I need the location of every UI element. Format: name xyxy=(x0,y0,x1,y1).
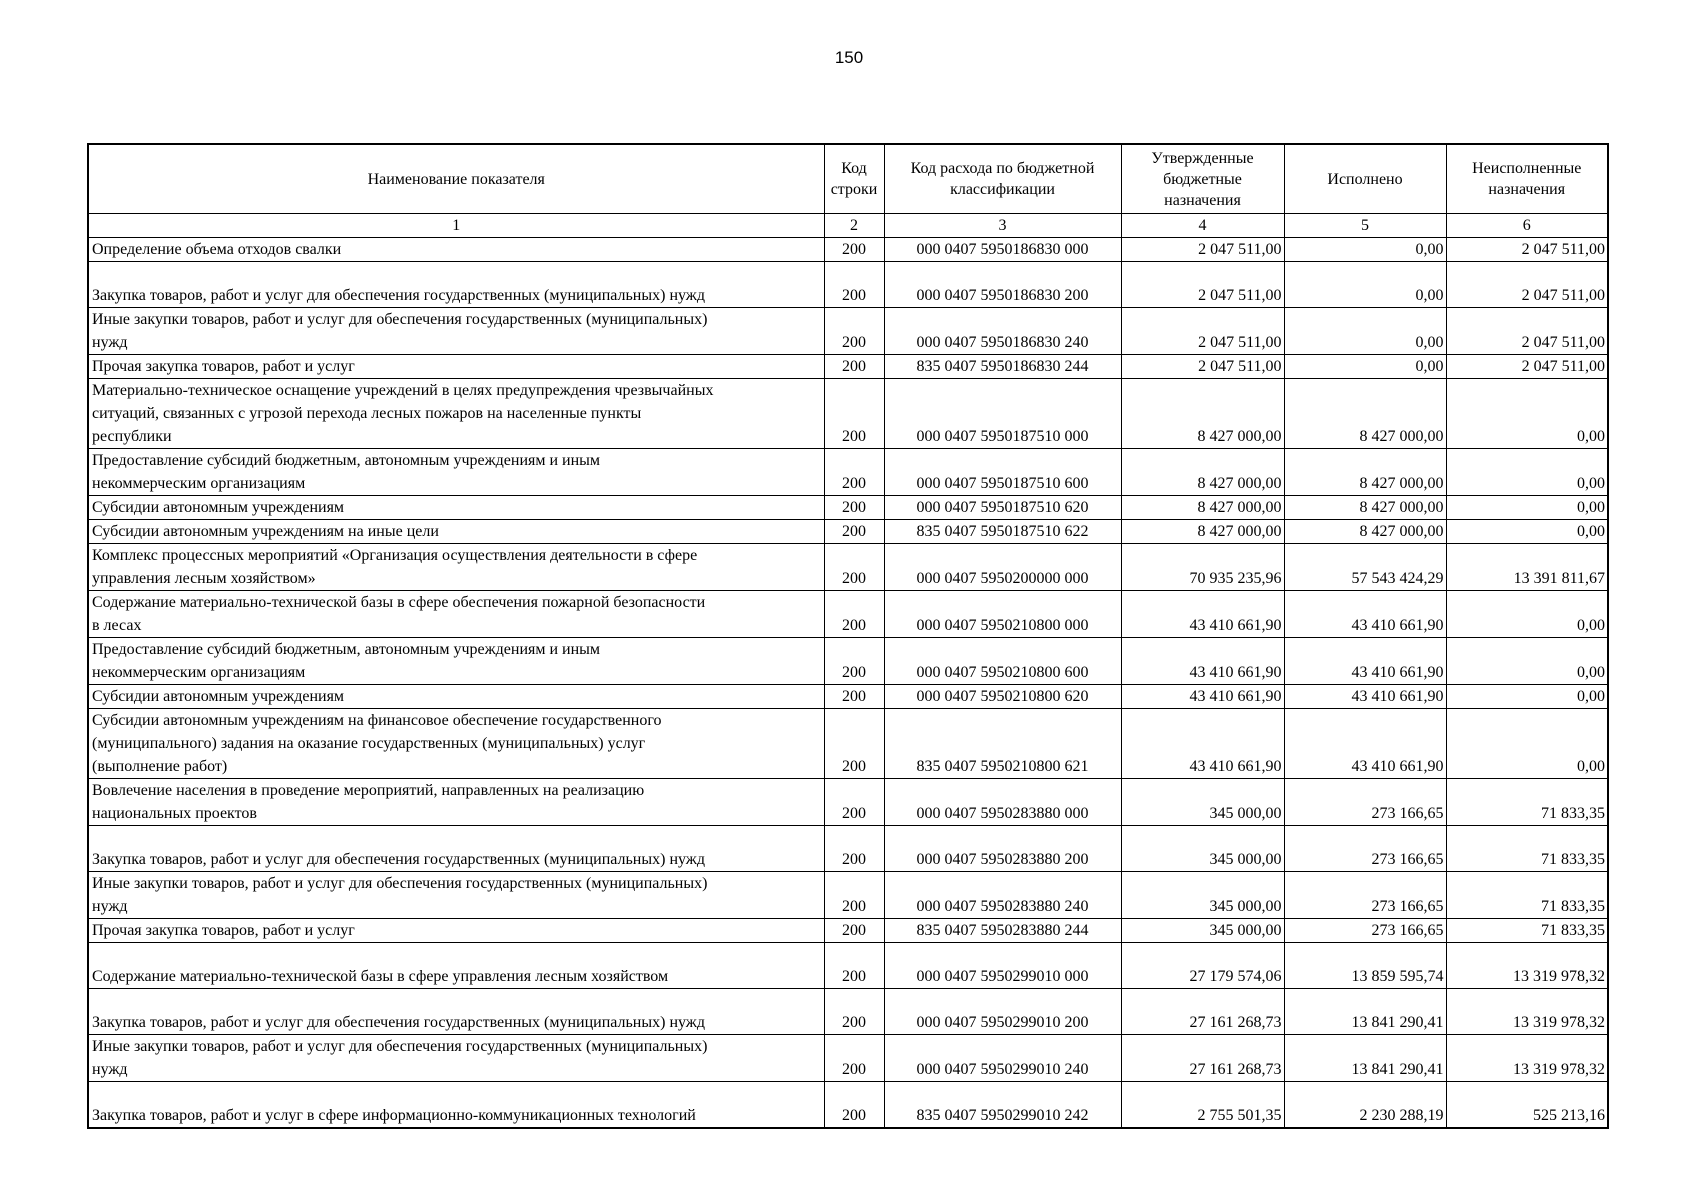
unexecuted-amount-cell: 2 047 511,00 xyxy=(1446,308,1608,355)
indicator-name-cell: Субсидии автономным учреждениям xyxy=(88,685,824,709)
indicator-name-cell: Иные закупки товаров, работ и услуг для обеспечения государственных (муниципальных) нужд xyxy=(88,872,824,919)
table-row xyxy=(88,943,1608,989)
line-code-cell: 200 xyxy=(824,1035,884,1082)
unexecuted-amount-cell: 71 833,35 xyxy=(1446,919,1608,943)
unexecuted-amount-cell: 13 391 811,67 xyxy=(1446,544,1608,591)
executed-amount-cell: 273 166,65 xyxy=(1284,919,1446,943)
approved-amount-cell: 43 410 661,90 xyxy=(1121,709,1284,779)
header-executed: Исполнено xyxy=(1284,144,1446,214)
table-row xyxy=(88,355,1608,379)
table-row xyxy=(88,238,1608,262)
column-number: 1 xyxy=(88,214,824,238)
executed-amount-cell: 57 543 424,29 xyxy=(1284,544,1446,591)
indicator-name-cell: Субсидии автономным учреждениям на иные цели xyxy=(88,520,824,544)
budget-code-cell: 000 0407 5950200000 000 xyxy=(884,544,1121,591)
budget-code-cell: 000 0407 5950299010 240 xyxy=(884,1035,1121,1082)
executed-amount-cell: 13 841 290,41 xyxy=(1284,1035,1446,1082)
line-code-cell: 200 xyxy=(824,520,884,544)
budget-code-cell: 000 0407 5950299010 200 xyxy=(884,989,1121,1035)
unexecuted-amount-cell: 13 319 978,32 xyxy=(1446,989,1608,1035)
table-row xyxy=(88,520,1608,544)
table-row xyxy=(88,496,1608,520)
column-number: 2 xyxy=(824,214,884,238)
approved-amount-cell: 345 000,00 xyxy=(1121,826,1284,872)
budget-code-cell: 000 0407 5950187510 000 xyxy=(884,379,1121,449)
indicator-name-cell: Предоставление субсидий бюджетным, автономным учреждениям и иным некоммерческим организациям xyxy=(88,638,824,685)
unexecuted-amount-cell: 2 047 511,00 xyxy=(1446,355,1608,379)
line-code-cell: 200 xyxy=(824,449,884,496)
unexecuted-amount-cell: 71 833,35 xyxy=(1446,872,1608,919)
budget-code-cell: 835 0407 5950283880 244 xyxy=(884,919,1121,943)
unexecuted-amount-cell: 0,00 xyxy=(1446,496,1608,520)
budget-code-cell: 000 0407 5950283880 000 xyxy=(884,779,1121,826)
indicator-name-cell: Определение объема отходов свалки xyxy=(88,238,824,262)
budget-code-cell: 000 0407 5950186830 200 xyxy=(884,262,1121,308)
budget-code-cell: 000 0407 5950283880 200 xyxy=(884,826,1121,872)
line-code-cell: 200 xyxy=(824,919,884,943)
indicator-name-cell: Закупка товаров, работ и услуг для обеспечения государственных (муниципальных) нужд xyxy=(88,262,824,308)
line-code-cell: 200 xyxy=(824,709,884,779)
approved-amount-cell: 43 410 661,90 xyxy=(1121,685,1284,709)
unexecuted-amount-cell: 0,00 xyxy=(1446,520,1608,544)
executed-amount-cell: 273 166,65 xyxy=(1284,826,1446,872)
executed-amount-cell: 273 166,65 xyxy=(1284,779,1446,826)
executed-amount-cell: 8 427 000,00 xyxy=(1284,449,1446,496)
line-code-cell: 200 xyxy=(824,779,884,826)
indicator-name-cell: Прочая закупка товаров, работ и услуг xyxy=(88,355,824,379)
table-row xyxy=(88,591,1608,638)
approved-amount-cell: 2 047 511,00 xyxy=(1121,355,1284,379)
indicator-name-cell: Материально-техническое оснащение учреждений в целях предупреждения чрезвычайных ситуаций, связанных с угрозой перехода лесных пожаров на населенные пункты республики xyxy=(88,379,824,449)
budget-code-cell: 000 0407 5950299010 000 xyxy=(884,943,1121,989)
table-row xyxy=(88,1082,1608,1128)
executed-amount-cell: 43 410 661,90 xyxy=(1284,685,1446,709)
executed-amount-cell: 13 859 595,74 xyxy=(1284,943,1446,989)
indicator-name-cell: Закупка товаров, работ и услуг для обеспечения государственных (муниципальных) нужд xyxy=(88,826,824,872)
budget-code-cell: 835 0407 5950187510 622 xyxy=(884,520,1121,544)
budget-code-cell: 000 0407 5950187510 620 xyxy=(884,496,1121,520)
approved-amount-cell: 43 410 661,90 xyxy=(1121,638,1284,685)
unexecuted-amount-cell: 0,00 xyxy=(1446,709,1608,779)
unexecuted-amount-cell: 2 047 511,00 xyxy=(1446,262,1608,308)
approved-amount-cell: 27 161 268,73 xyxy=(1121,989,1284,1035)
approved-amount-cell: 345 000,00 xyxy=(1121,919,1284,943)
line-code-cell: 200 xyxy=(824,872,884,919)
table-row xyxy=(88,544,1608,591)
budget-code-cell: 000 0407 5950186830 000 xyxy=(884,238,1121,262)
unexecuted-amount-cell: 71 833,35 xyxy=(1446,826,1608,872)
approved-amount-cell: 8 427 000,00 xyxy=(1121,496,1284,520)
table-row xyxy=(88,379,1608,449)
line-code-cell: 200 xyxy=(824,591,884,638)
executed-amount-cell: 8 427 000,00 xyxy=(1284,379,1446,449)
indicator-name-cell: Содержание материально-технической базы в сфере обеспечения пожарной безопасности в лесах xyxy=(88,591,824,638)
line-code-cell: 200 xyxy=(824,238,884,262)
column-number: 6 xyxy=(1446,214,1608,238)
indicator-name-cell: Иные закупки товаров, работ и услуг для обеспечения государственных (муниципальных) нужд xyxy=(88,1035,824,1082)
line-code-cell: 200 xyxy=(824,544,884,591)
table-row xyxy=(88,989,1608,1035)
budget-code-cell: 000 0407 5950210800 600 xyxy=(884,638,1121,685)
column-number: 3 xyxy=(884,214,1121,238)
budget-code-cell: 000 0407 5950283880 240 xyxy=(884,872,1121,919)
line-code-cell: 200 xyxy=(824,1082,884,1128)
header-row xyxy=(88,144,1608,214)
executed-amount-cell: 2 230 288,19 xyxy=(1284,1082,1446,1128)
page-number: 150 xyxy=(834,48,864,67)
executed-amount-cell: 13 841 290,41 xyxy=(1284,989,1446,1035)
executed-amount-cell: 43 410 661,90 xyxy=(1284,591,1446,638)
header-approved: Утвержденные бюджетные назначения xyxy=(1121,144,1284,214)
approved-amount-cell: 8 427 000,00 xyxy=(1121,449,1284,496)
unexecuted-amount-cell: 2 047 511,00 xyxy=(1446,238,1608,262)
indicator-name-cell: Иные закупки товаров, работ и услуг для обеспечения государственных (муниципальных) нужд xyxy=(88,308,824,355)
budget-code-cell: 835 0407 5950299010 242 xyxy=(884,1082,1121,1128)
approved-amount-cell: 2 755 501,35 xyxy=(1121,1082,1284,1128)
line-code-cell: 200 xyxy=(824,308,884,355)
budget-code-cell: 835 0407 5950186830 244 xyxy=(884,355,1121,379)
approved-amount-cell: 70 935 235,96 xyxy=(1121,544,1284,591)
unexecuted-amount-cell: 13 319 978,32 xyxy=(1446,1035,1608,1082)
table-row xyxy=(88,449,1608,496)
column-number: 4 xyxy=(1121,214,1284,238)
indicator-name-cell: Закупка товаров, работ и услуг для обеспечения государственных (муниципальных) нужд xyxy=(88,989,824,1035)
unexecuted-amount-cell: 525 213,16 xyxy=(1446,1082,1608,1128)
table-row xyxy=(88,638,1608,685)
unexecuted-amount-cell: 0,00 xyxy=(1446,685,1608,709)
budget-code-cell: 000 0407 5950187510 600 xyxy=(884,449,1121,496)
table-body xyxy=(88,238,1608,1128)
column-number-row xyxy=(88,214,1608,238)
unexecuted-amount-cell: 0,00 xyxy=(1446,379,1608,449)
executed-amount-cell: 273 166,65 xyxy=(1284,872,1446,919)
executed-amount-cell: 8 427 000,00 xyxy=(1284,496,1446,520)
column-number: 5 xyxy=(1284,214,1446,238)
table-row xyxy=(88,709,1608,779)
approved-amount-cell: 43 410 661,90 xyxy=(1121,591,1284,638)
budget-code-cell: 000 0407 5950210800 620 xyxy=(884,685,1121,709)
budget-code-cell: 000 0407 5950210800 000 xyxy=(884,591,1121,638)
budget-code-cell: 835 0407 5950210800 621 xyxy=(884,709,1121,779)
line-code-cell: 200 xyxy=(824,638,884,685)
indicator-name-cell: Субсидии автономным учреждениям xyxy=(88,496,824,520)
executed-amount-cell: 0,00 xyxy=(1284,238,1446,262)
header-unexecuted: Неисполненные назначения xyxy=(1446,144,1608,214)
approved-amount-cell: 345 000,00 xyxy=(1121,779,1284,826)
table-row xyxy=(88,685,1608,709)
header-indicator-name: Наименование показателя xyxy=(88,144,824,214)
header-line-code: Код строки xyxy=(824,144,884,214)
approved-amount-cell: 27 161 268,73 xyxy=(1121,1035,1284,1082)
table-row xyxy=(88,308,1608,355)
table-row xyxy=(88,919,1608,943)
table-row xyxy=(88,779,1608,826)
indicator-name-cell: Субсидии автономным учреждениям на финансовое обеспечение государственного (муниципального) задания на оказание государственных (муниципальных) услуг (выполнение работ) xyxy=(88,709,824,779)
executed-amount-cell: 0,00 xyxy=(1284,355,1446,379)
table-row xyxy=(88,1035,1608,1082)
line-code-cell: 200 xyxy=(824,943,884,989)
table-row xyxy=(88,826,1608,872)
executed-amount-cell: 43 410 661,90 xyxy=(1284,709,1446,779)
executed-amount-cell: 8 427 000,00 xyxy=(1284,520,1446,544)
executed-amount-cell: 0,00 xyxy=(1284,308,1446,355)
indicator-name-cell: Прочая закупка товаров, работ и услуг xyxy=(88,919,824,943)
line-code-cell: 200 xyxy=(824,496,884,520)
indicator-name-cell: Закупка товаров, работ и услуг в сфере информационно-коммуникационных технологий xyxy=(88,1082,824,1128)
indicator-name-cell: Предоставление субсидий бюджетным, автономным учреждениям и иным некоммерческим организациям xyxy=(88,449,824,496)
approved-amount-cell: 8 427 000,00 xyxy=(1121,520,1284,544)
unexecuted-amount-cell: 13 319 978,32 xyxy=(1446,943,1608,989)
budget-code-cell: 000 0407 5950186830 240 xyxy=(884,308,1121,355)
line-code-cell: 200 xyxy=(824,685,884,709)
unexecuted-amount-cell: 0,00 xyxy=(1446,449,1608,496)
budget-execution-table xyxy=(87,143,1609,1129)
line-code-cell: 200 xyxy=(824,355,884,379)
executed-amount-cell: 43 410 661,90 xyxy=(1284,638,1446,685)
line-code-cell: 200 xyxy=(824,989,884,1035)
indicator-name-cell: Комплекс процессных мероприятий «Организация осуществления деятельности в сфере управления лесным хозяйством» xyxy=(88,544,824,591)
unexecuted-amount-cell: 71 833,35 xyxy=(1446,779,1608,826)
approved-amount-cell: 2 047 511,00 xyxy=(1121,262,1284,308)
approved-amount-cell: 2 047 511,00 xyxy=(1121,238,1284,262)
approved-amount-cell: 27 179 574,06 xyxy=(1121,943,1284,989)
line-code-cell: 200 xyxy=(824,826,884,872)
approved-amount-cell: 345 000,00 xyxy=(1121,872,1284,919)
indicator-name-cell: Вовлечение населения в проведение мероприятий, направленных на реализацию национальных проектов xyxy=(88,779,824,826)
unexecuted-amount-cell: 0,00 xyxy=(1446,591,1608,638)
header-budget-code: Код расхода по бюджетной классификации xyxy=(884,144,1121,214)
table-row xyxy=(88,872,1608,919)
line-code-cell: 200 xyxy=(824,262,884,308)
line-code-cell: 200 xyxy=(824,379,884,449)
approved-amount-cell: 2 047 511,00 xyxy=(1121,308,1284,355)
indicator-name-cell: Содержание материально-технической базы в сфере управления лесным хозяйством xyxy=(88,943,824,989)
table-row xyxy=(88,262,1608,308)
executed-amount-cell: 0,00 xyxy=(1284,262,1446,308)
approved-amount-cell: 8 427 000,00 xyxy=(1121,379,1284,449)
unexecuted-amount-cell: 0,00 xyxy=(1446,638,1608,685)
